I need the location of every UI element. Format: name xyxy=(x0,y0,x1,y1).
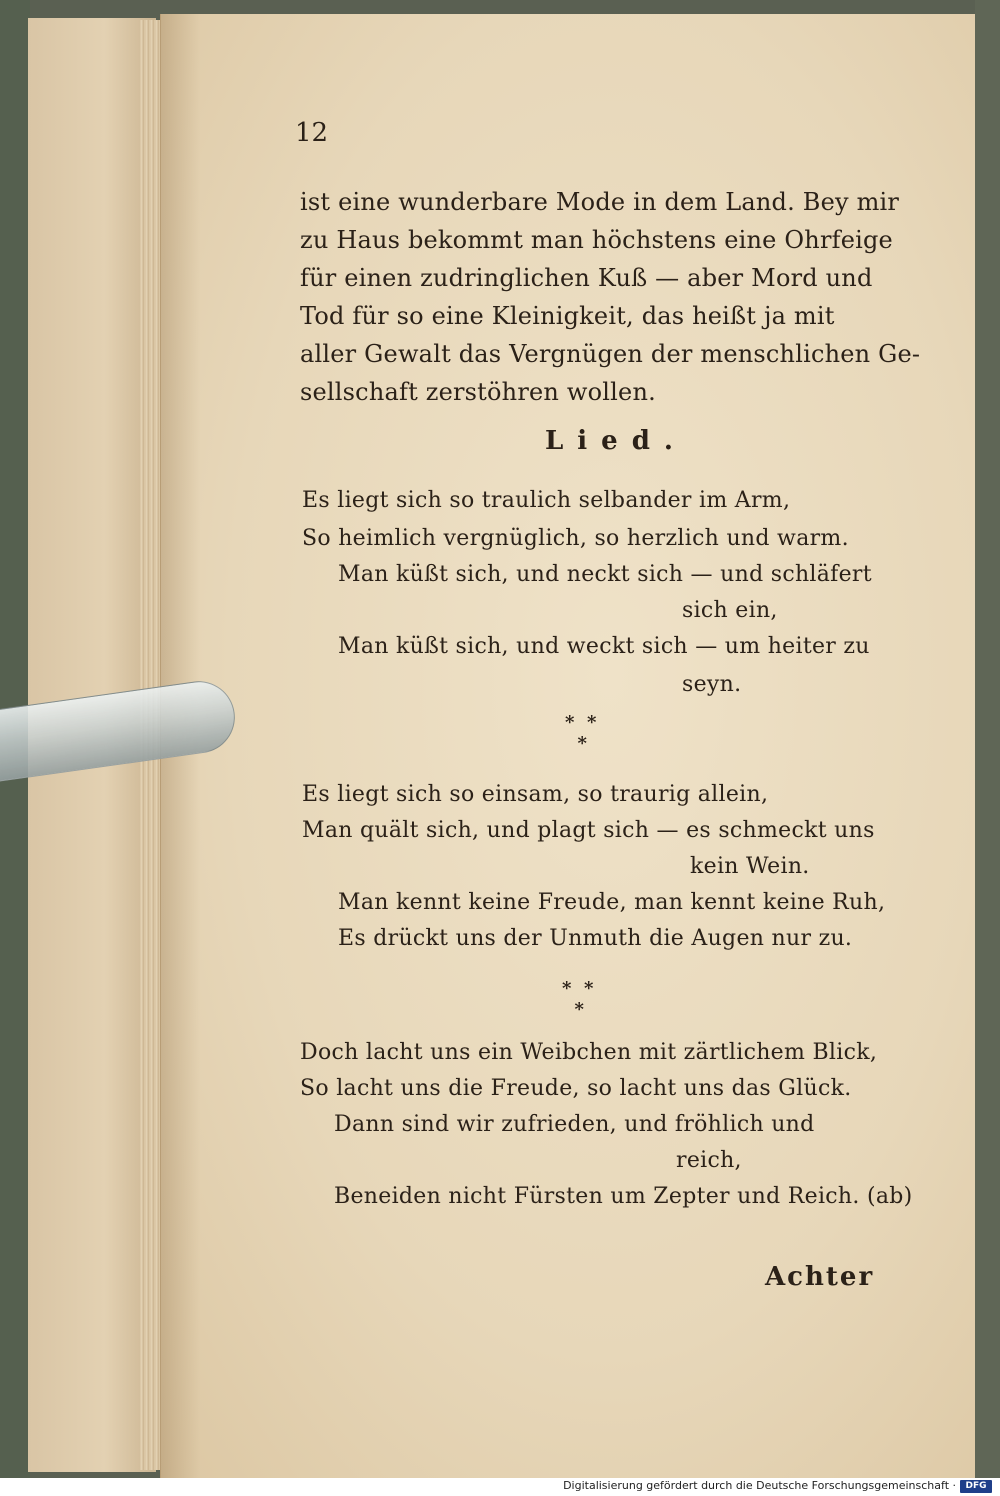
dfg-logo-icon: DFG xyxy=(960,1480,992,1493)
prose-line: aller Gewalt das Vergnügen der menschlichen Ge- xyxy=(300,340,921,368)
verse-line: Beneiden nicht Fürsten um Zepter und Reich. (ab) xyxy=(334,1184,913,1209)
prose-line: für einen zudringlichen Kuß — aber Mord und xyxy=(300,264,873,292)
page-number: 12 xyxy=(295,118,329,148)
verse-line: Es liegt sich so einsam, so traurig allein, xyxy=(302,782,769,807)
prose-line: ist eine wunderbare Mode in dem Land. Bey mir xyxy=(300,188,900,216)
prose-line: Tod für so eine Kleinigkeit, das heißt ja mit xyxy=(300,302,835,330)
verse-line: Es liegt sich so traulich selbander im Arm, xyxy=(302,488,791,513)
stanza-separator: * * * xyxy=(565,712,597,754)
verse-line: Man quält sich, und plagt sich — es schmeckt uns xyxy=(302,818,875,843)
verse-line: Man küßt sich, und neckt sich — und schläfert xyxy=(338,562,872,587)
verse-line: sich ein, xyxy=(682,598,778,623)
prose-line: zu Haus bekommt man höchstens eine Ohrfeige xyxy=(300,226,893,254)
verse-line: Man küßt sich, und weckt sich — um heiter zu xyxy=(338,634,870,659)
funding-credit: Digitalisierung gefördert durch die Deutsche Forschungsgemeinschaft · xyxy=(563,1479,956,1492)
verse-line: Dann sind wir zufrieden, und fröhlich und xyxy=(334,1112,815,1137)
verse-line: So heimlich vergnüglich, so herzlich und warm. xyxy=(302,526,849,551)
verse-line: reich, xyxy=(676,1148,742,1173)
verse-line: Es drückt uns der Unmuth die Augen nur zu. xyxy=(338,926,853,951)
scan-background-right xyxy=(975,0,1000,1496)
verse-line: Man kennt keine Freude, man kennt keine Ruh, xyxy=(338,890,886,915)
verse-line: seyn. xyxy=(682,672,742,697)
song-title: Lied. xyxy=(545,426,687,456)
stanza-separator: * * * xyxy=(562,978,594,1020)
verse-line: Doch lacht uns ein Weibchen mit zärtlichem Blick, xyxy=(300,1040,878,1065)
catchword: Achter xyxy=(765,1262,875,1292)
verse-line: So lacht uns die Freude, so lacht uns das Glück. xyxy=(300,1076,852,1101)
prose-line: sellschaft zerstöhren wollen. xyxy=(300,378,656,406)
verse-line: kein Wein. xyxy=(690,854,810,879)
